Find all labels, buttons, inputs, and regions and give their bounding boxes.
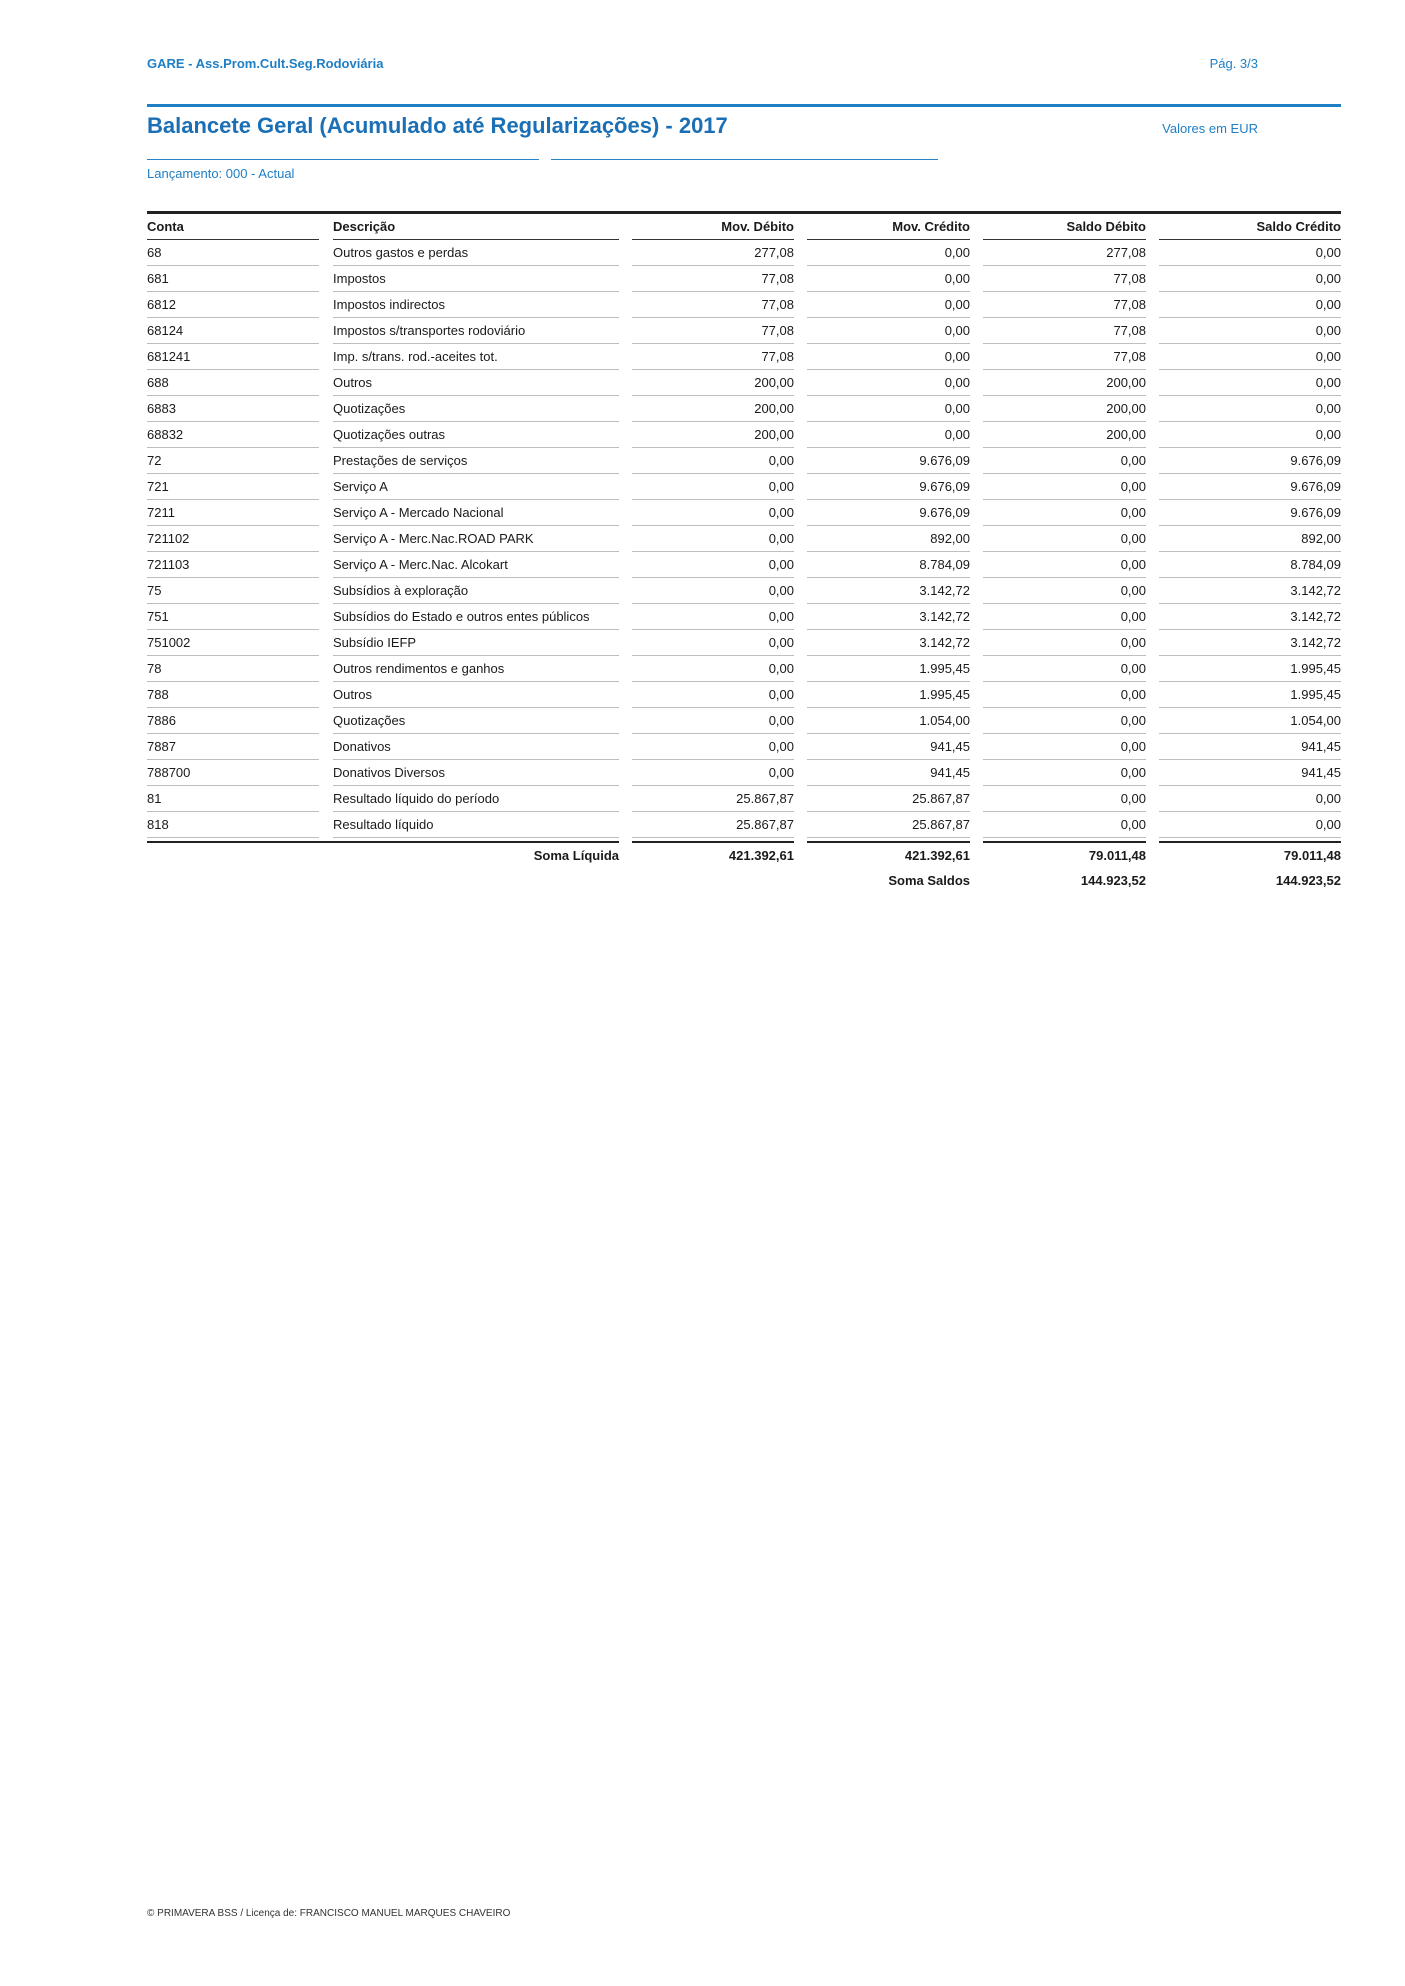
cell-mov-debito: 200,00 [632, 396, 794, 422]
cell-descricao: Resultado líquido [333, 812, 619, 838]
cell-conta: 68 [147, 240, 319, 266]
cell-conta: 7887 [147, 734, 319, 760]
table-body [0, 240, 1405, 838]
cell-mov-credito: 9.676,09 [807, 474, 970, 500]
cell-descricao: Prestações de serviços [333, 448, 619, 474]
cell-conta: 75 [147, 578, 319, 604]
table-row [0, 422, 1405, 448]
cell-descricao: Serviço A - Merc.Nac. Alcokart [333, 552, 619, 578]
cell-saldo-credito: 9.676,09 [1159, 474, 1341, 500]
cell-saldo-credito: 0,00 [1159, 786, 1341, 812]
table-row [0, 604, 1405, 630]
cell-mov-debito: 0,00 [632, 578, 794, 604]
totals-rule-conta-desc [147, 841, 619, 843]
cell-conta: 7211 [147, 500, 319, 526]
cell-saldo-credito: 1.995,45 [1159, 656, 1341, 682]
soma-liquida-label: Soma Líquida [533, 848, 619, 863]
cell-descricao: Donativos [333, 734, 619, 760]
cell-conta: 818 [147, 812, 319, 838]
cell-descricao: Outros [333, 682, 619, 708]
cell-saldo-debito: 0,00 [983, 812, 1146, 838]
currency-note: Valores em EUR [1162, 121, 1258, 136]
cell-conta: 81 [147, 786, 319, 812]
table-row [0, 396, 1405, 422]
table-row [0, 578, 1405, 604]
cell-descricao: Impostos indirectos [333, 292, 619, 318]
cell-mov-debito: 0,00 [632, 656, 794, 682]
cell-mov-credito: 3.142,72 [807, 630, 970, 656]
cell-conta: 688 [147, 370, 319, 396]
cell-mov-debito: 0,00 [632, 682, 794, 708]
table-row [0, 682, 1405, 708]
soma-saldos-saldo-debito: 144.923,52 [1080, 873, 1146, 888]
column-header-descricao: Descrição [333, 214, 619, 240]
cell-conta: 72 [147, 448, 319, 474]
cell-saldo-debito: 200,00 [983, 422, 1146, 448]
cell-mov-credito: 8.784,09 [807, 552, 970, 578]
cell-conta: 6883 [147, 396, 319, 422]
table-row [0, 630, 1405, 656]
cell-descricao: Serviço A [333, 474, 619, 500]
cell-saldo-debito: 0,00 [983, 552, 1146, 578]
cell-saldo-debito: 0,00 [983, 708, 1146, 734]
cell-mov-credito: 0,00 [807, 396, 970, 422]
cell-saldo-debito: 277,08 [983, 240, 1146, 266]
cell-conta: 788700 [147, 760, 319, 786]
cell-mov-debito: 0,00 [632, 526, 794, 552]
cell-saldo-credito: 8.784,09 [1159, 552, 1341, 578]
cell-mov-debito: 0,00 [632, 552, 794, 578]
cell-saldo-credito: 0,00 [1159, 318, 1341, 344]
cell-conta: 68124 [147, 318, 319, 344]
cell-mov-debito: 0,00 [632, 500, 794, 526]
cell-conta: 751002 [147, 630, 319, 656]
cell-mov-credito: 3.142,72 [807, 604, 970, 630]
table-header-row [0, 214, 1405, 240]
cell-descricao: Resultado líquido do período [333, 786, 619, 812]
cell-descricao: Subsídio IEFP [333, 630, 619, 656]
cell-saldo-credito: 3.142,72 [1159, 578, 1341, 604]
cell-saldo-credito: 0,00 [1159, 396, 1341, 422]
cell-mov-credito: 0,00 [807, 318, 970, 344]
cell-mov-debito: 0,00 [632, 448, 794, 474]
cell-saldo-debito: 0,00 [983, 474, 1146, 500]
cell-mov-credito: 0,00 [807, 422, 970, 448]
cell-mov-debito: 0,00 [632, 474, 794, 500]
cell-saldo-credito: 0,00 [1159, 812, 1341, 838]
cell-mov-credito: 0,00 [807, 266, 970, 292]
cell-descricao: Quotizações [333, 396, 619, 422]
cell-conta: 7886 [147, 708, 319, 734]
cell-saldo-credito: 0,00 [1159, 370, 1341, 396]
cell-saldo-credito: 0,00 [1159, 344, 1341, 370]
cell-saldo-debito: 0,00 [983, 526, 1146, 552]
cell-conta: 721 [147, 474, 319, 500]
cell-mov-debito: 77,08 [632, 318, 794, 344]
totals-rule-saldo-debito [983, 841, 1146, 843]
cell-conta: 721102 [147, 526, 319, 552]
cell-descricao: Quotizações outras [333, 422, 619, 448]
cell-saldo-credito: 9.676,09 [1159, 448, 1341, 474]
header-divider [147, 104, 1341, 107]
column-header-mov-debito: Mov. Débito [632, 214, 794, 240]
cell-mov-debito: 25.867,87 [632, 812, 794, 838]
cell-saldo-credito: 3.142,72 [1159, 630, 1341, 656]
cell-mov-debito: 77,08 [632, 266, 794, 292]
table-row [0, 240, 1405, 266]
cell-saldo-debito: 200,00 [983, 396, 1146, 422]
cell-mov-credito: 892,00 [807, 526, 970, 552]
soma-saldos-label: Soma Saldos [888, 873, 970, 888]
cell-mov-debito: 77,08 [632, 344, 794, 370]
cell-descricao: Impostos [333, 266, 619, 292]
cell-mov-debito: 0,00 [632, 708, 794, 734]
cell-descricao: Donativos Diversos [333, 760, 619, 786]
soma-liquida-mov-debito: 421.392,61 [728, 848, 794, 863]
cell-mov-debito: 25.867,87 [632, 786, 794, 812]
cell-saldo-debito: 77,08 [983, 344, 1146, 370]
cell-mov-credito: 0,00 [807, 370, 970, 396]
cell-saldo-debito: 0,00 [983, 734, 1146, 760]
cell-conta: 681241 [147, 344, 319, 370]
subtitle-divider-left [147, 159, 539, 160]
cell-mov-debito: 0,00 [632, 630, 794, 656]
cell-saldo-debito: 0,00 [983, 578, 1146, 604]
table-row [0, 266, 1405, 292]
column-header-conta: Conta [147, 214, 319, 240]
cell-saldo-debito: 77,08 [983, 266, 1146, 292]
cell-descricao: Imp. s/trans. rod.-aceites tot. [333, 344, 619, 370]
cell-mov-debito: 0,00 [632, 760, 794, 786]
cell-mov-debito: 200,00 [632, 422, 794, 448]
cell-mov-credito: 1.995,45 [807, 682, 970, 708]
cell-saldo-credito: 3.142,72 [1159, 604, 1341, 630]
cell-descricao: Quotizações [333, 708, 619, 734]
soma-saldos-saldo-credito: 144.923,52 [1275, 873, 1341, 888]
cell-mov-credito: 9.676,09 [807, 500, 970, 526]
cell-saldo-debito: 77,08 [983, 292, 1146, 318]
table-row [0, 474, 1405, 500]
cell-saldo-debito: 0,00 [983, 760, 1146, 786]
cell-saldo-credito: 0,00 [1159, 422, 1341, 448]
totals-rule-mov-debito [632, 841, 794, 843]
column-header-mov-credito: Mov. Crédito [807, 214, 970, 240]
soma-liquida-mov-credito: 421.392,61 [904, 848, 970, 863]
cell-descricao: Serviço A - Mercado Nacional [333, 500, 619, 526]
cell-mov-debito: 0,00 [632, 604, 794, 630]
cell-saldo-debito: 0,00 [983, 682, 1146, 708]
table-row [0, 344, 1405, 370]
soma-liquida-saldo-credito: 79.011,48 [1283, 848, 1341, 863]
cell-descricao: Subsídios do Estado e outros entes públicos [333, 604, 619, 630]
cell-descricao: Outros rendimentos e ganhos [333, 656, 619, 682]
cell-saldo-credito: 941,45 [1159, 734, 1341, 760]
table-row [0, 318, 1405, 344]
cell-saldo-debito: 77,08 [983, 318, 1146, 344]
cell-conta: 68832 [147, 422, 319, 448]
cell-saldo-debito: 0,00 [983, 500, 1146, 526]
cell-saldo-credito: 1.054,00 [1159, 708, 1341, 734]
cell-saldo-credito: 0,00 [1159, 240, 1341, 266]
cell-saldo-debito: 0,00 [983, 786, 1146, 812]
lancamento-label: Lançamento: 000 - Actual [147, 166, 295, 181]
cell-descricao: Subsídios à exploração [333, 578, 619, 604]
accounts-table [0, 214, 1405, 838]
table-row [0, 526, 1405, 552]
cell-mov-credito: 0,00 [807, 240, 970, 266]
cell-descricao: Serviço A - Merc.Nac.ROAD PARK [333, 526, 619, 552]
table-row [0, 500, 1405, 526]
table-row [0, 760, 1405, 786]
cell-mov-credito: 0,00 [807, 292, 970, 318]
table-row [0, 812, 1405, 838]
totals-rule-mov-credito [807, 841, 970, 843]
report-title: Balancete Geral (Acumulado até Regularizações) - 2017 [147, 113, 728, 138]
cell-mov-credito: 0,00 [807, 344, 970, 370]
cell-saldo-credito: 0,00 [1159, 292, 1341, 318]
cell-saldo-debito: 200,00 [983, 370, 1146, 396]
table-row [0, 292, 1405, 318]
cell-mov-debito: 0,00 [632, 734, 794, 760]
cell-saldo-debito: 0,00 [983, 604, 1146, 630]
cell-conta: 751 [147, 604, 319, 630]
cell-conta: 721103 [147, 552, 319, 578]
cell-saldo-debito: 0,00 [983, 656, 1146, 682]
cell-mov-credito: 25.867,87 [807, 786, 970, 812]
table-row [0, 448, 1405, 474]
cell-mov-credito: 941,45 [807, 734, 970, 760]
company-name: GARE - Ass.Prom.Cult.Seg.Rodoviária [147, 56, 384, 71]
cell-descricao: Impostos s/transportes rodoviário [333, 318, 619, 344]
cell-descricao: Outros [333, 370, 619, 396]
cell-saldo-credito: 892,00 [1159, 526, 1341, 552]
cell-mov-credito: 9.676,09 [807, 448, 970, 474]
table-row [0, 656, 1405, 682]
table-row [0, 786, 1405, 812]
cell-mov-debito: 77,08 [632, 292, 794, 318]
cell-conta: 681 [147, 266, 319, 292]
cell-mov-credito: 1.054,00 [807, 708, 970, 734]
table-row [0, 734, 1405, 760]
soma-liquida-saldo-debito: 79.011,48 [1088, 848, 1146, 863]
cell-saldo-credito: 0,00 [1159, 266, 1341, 292]
table-row [0, 552, 1405, 578]
license-footer: © PRIMAVERA BSS / Licença de: FRANCISCO MANUEL MARQUES CHAVEIRO [147, 1908, 511, 1919]
table-row [0, 370, 1405, 396]
column-header-saldo-credito: Saldo Crédito [1159, 214, 1341, 240]
cell-mov-credito: 1.995,45 [807, 656, 970, 682]
cell-mov-debito: 200,00 [632, 370, 794, 396]
cell-mov-credito: 3.142,72 [807, 578, 970, 604]
cell-conta: 78 [147, 656, 319, 682]
table-row [0, 708, 1405, 734]
cell-saldo-credito: 941,45 [1159, 760, 1341, 786]
subtitle-divider-right [551, 159, 938, 160]
cell-mov-credito: 25.867,87 [807, 812, 970, 838]
cell-saldo-debito: 0,00 [983, 448, 1146, 474]
page-number: Pág. 3/3 [1209, 56, 1258, 71]
totals-rule-saldo-credito [1159, 841, 1341, 843]
cell-conta: 6812 [147, 292, 319, 318]
cell-descricao: Outros gastos e perdas [333, 240, 619, 266]
cell-saldo-credito: 9.676,09 [1159, 500, 1341, 526]
cell-conta: 788 [147, 682, 319, 708]
cell-mov-debito: 277,08 [632, 240, 794, 266]
cell-mov-credito: 941,45 [807, 760, 970, 786]
column-header-saldo-debito: Saldo Débito [983, 214, 1146, 240]
cell-saldo-credito: 1.995,45 [1159, 682, 1341, 708]
cell-saldo-debito: 0,00 [983, 630, 1146, 656]
